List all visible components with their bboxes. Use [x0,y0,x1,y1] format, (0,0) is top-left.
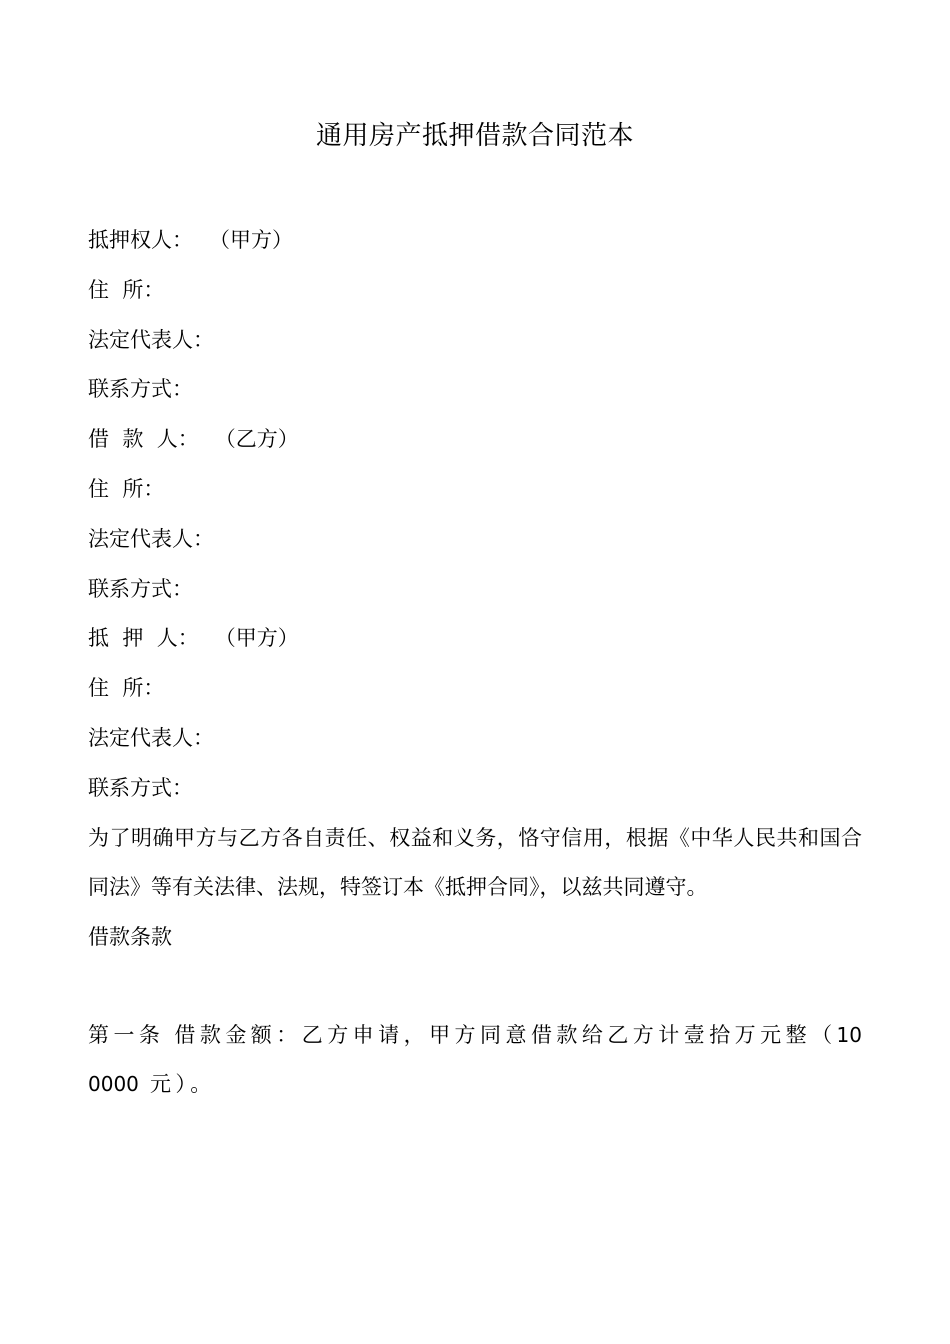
party-label: 联系方式： [88,775,193,800]
party-line-legal-rep [88,316,862,366]
party-label: 借 款 人： [88,427,199,452]
party-line-contact [88,764,862,814]
preamble-paragraph: 为了明确甲方与乙方各自责任、权益和义务，恪守信用，根据《中华人民共和国合同法》等有关法律、法规，特签订本《抵押合同》，以兹共同遵守。 [88,825,862,900]
party-line-address [88,664,862,714]
party-role: （甲方） [209,228,293,252]
party-line-address [88,465,862,515]
party-line-contact [88,565,862,615]
article-1 [88,1011,862,1109]
spacer [88,963,862,1011]
party-line-address [88,266,862,316]
party-label: 法定代表人： [88,725,214,750]
loan-amount: 100000 [88,1022,862,1096]
party-role: （甲方） [214,626,299,651]
section-heading: 借款条款 [88,925,172,950]
document-body [88,216,862,1109]
party-label: 住 所： [88,476,165,501]
party-line-mortgagee [88,216,862,266]
party-label: 法定代表人： [88,327,214,352]
article-number: 第一条 [88,1022,165,1047]
party-role: （乙方） [214,427,299,452]
article-text: 借款金额：乙方申请，甲方同意借款给乙方计壹拾万元整 [174,1022,812,1047]
party-line-legal-rep [88,515,862,565]
party-label: 法定代表人： [88,526,214,551]
amount-open: （ [811,1022,837,1047]
party-label: 联系方式： [88,377,193,402]
party-label: 抵 押 人： [88,626,199,651]
party-label: 抵押权人： [88,228,193,252]
party-label: 住 所： [88,676,165,701]
document-title: 通用房产抵押借款合同范本 [315,121,634,151]
party-line-legal-rep [88,714,862,764]
party-line-borrower [88,415,862,465]
amount-close: 元）。 [138,1071,216,1096]
party-label: 住 所： [88,277,165,302]
party-line-mortgagor [88,614,862,664]
party-label: 联系方式： [88,576,193,601]
party-line-contact [88,365,862,415]
